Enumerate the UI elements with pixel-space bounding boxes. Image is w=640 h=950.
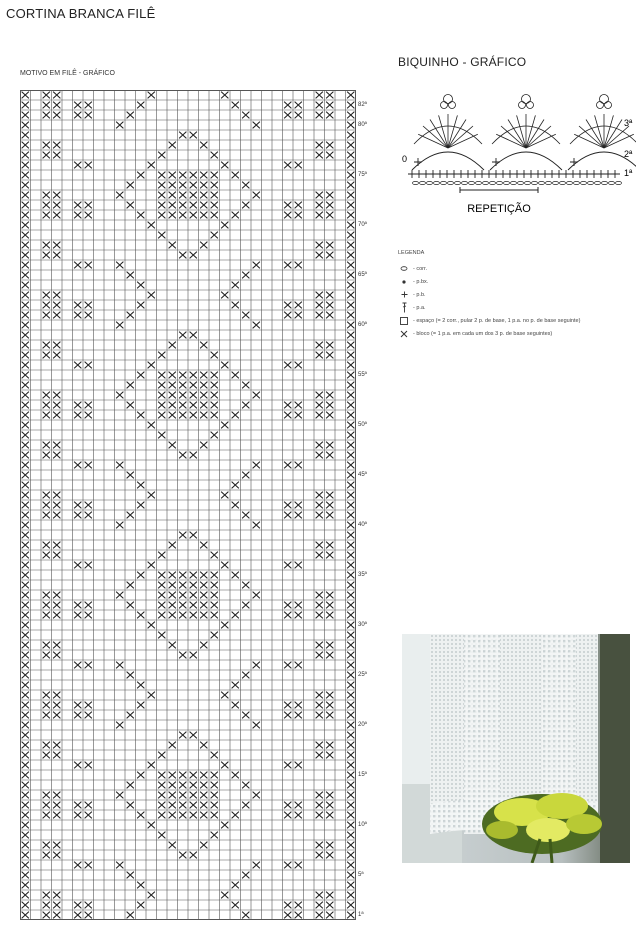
chain-mark xyxy=(420,181,426,184)
chain-mark xyxy=(518,181,524,184)
legend-item xyxy=(398,327,638,340)
row-label: 40ª xyxy=(358,522,367,528)
legend-item xyxy=(398,275,638,288)
legend-item xyxy=(398,314,638,327)
row-label: 75ª xyxy=(358,172,367,178)
picot-row-label-1: 1ª xyxy=(624,168,633,178)
picot-row-label-3: 3ª xyxy=(624,118,633,128)
picot-loop xyxy=(522,95,531,104)
row-label: 5ª xyxy=(358,872,364,878)
chain-mark xyxy=(553,181,559,184)
slip-stitch-icon xyxy=(398,279,410,285)
chain-mark xyxy=(476,181,482,184)
fan-stitch xyxy=(526,126,551,148)
chain-mark xyxy=(532,181,538,184)
arch-stitch xyxy=(492,158,500,166)
row-label: 70ª xyxy=(358,222,367,228)
picot-loop xyxy=(449,102,456,109)
picot-loop xyxy=(527,102,534,109)
chain-mark xyxy=(511,181,517,184)
chain-mark xyxy=(448,181,454,184)
row-label: 65ª xyxy=(358,272,367,278)
picot-loop xyxy=(444,95,453,104)
legend-item-text: - p.a. xyxy=(413,304,426,311)
fan-stitch xyxy=(604,126,629,148)
fan-stitch xyxy=(423,126,448,148)
picot-fans xyxy=(414,95,636,149)
legend xyxy=(398,250,638,340)
row-label: 15ª xyxy=(358,772,367,778)
row-label: 20ª xyxy=(358,722,367,728)
chain-mark xyxy=(546,181,552,184)
fan-stitch xyxy=(448,126,473,148)
fan-stitch xyxy=(595,115,604,148)
legend-item-text: - corr. xyxy=(413,265,428,272)
chain-mark xyxy=(602,181,608,184)
repeat-label: REPETIÇÃO xyxy=(467,203,531,215)
foundation-chain xyxy=(413,181,622,184)
legend-item-text: - espaço (= 2 corr., pular 2 p. de base, 1 p.a. no p. de base seguinte) xyxy=(413,317,581,324)
chain-mark xyxy=(504,181,510,184)
chain-mark xyxy=(497,181,503,184)
legend-item xyxy=(398,301,638,314)
row-label: 30ª xyxy=(358,622,367,628)
picot-edging-diagram xyxy=(398,80,636,230)
filet-motif-chart xyxy=(20,90,356,920)
single-crochet-icon xyxy=(398,291,410,298)
chain-mark xyxy=(595,181,601,184)
row-label: 25ª xyxy=(358,672,367,678)
chain-mark xyxy=(616,181,622,184)
picot-loop xyxy=(600,95,609,104)
row-label: 82ª xyxy=(358,102,367,108)
chain-mark xyxy=(413,181,419,184)
arch-stitch xyxy=(570,158,578,166)
legend-title: LEGENDA xyxy=(398,250,425,256)
legend-item xyxy=(398,262,638,275)
row-label: 10ª xyxy=(358,822,367,828)
legend-item xyxy=(398,288,638,301)
chain-mark xyxy=(588,181,594,184)
fan-stitch xyxy=(448,115,457,148)
picot-loop xyxy=(597,102,604,109)
row-label: 60ª xyxy=(358,322,367,328)
chain-mark xyxy=(427,181,433,184)
picot-loop xyxy=(605,102,612,109)
row-label: 45ª xyxy=(358,472,367,478)
row-label: 80ª xyxy=(358,122,367,128)
filled-block-icon xyxy=(398,330,410,338)
curtain-photo xyxy=(402,634,630,863)
page-title: CORTINA BRANCA FILÊ xyxy=(6,6,156,21)
chain-mark xyxy=(441,181,447,184)
fan-stitch xyxy=(526,115,535,148)
row-label: 35ª xyxy=(358,572,367,578)
fan-stitch xyxy=(604,115,613,148)
row-number-labels xyxy=(358,90,388,920)
legend-item-text: - p.b. xyxy=(413,291,426,298)
filet-grid xyxy=(20,90,356,920)
motif-chart-title: MOTIVO EM FILÊ - GRÁFICO xyxy=(20,70,115,77)
chain-mark xyxy=(483,181,489,184)
chain-mark xyxy=(455,181,461,184)
chain-icon xyxy=(398,266,410,271)
chain-arches xyxy=(412,152,636,170)
row-label: 55ª xyxy=(358,372,367,378)
chain-arch xyxy=(490,152,562,170)
picot-chart-title: BIQUINHO - GRÁFICO xyxy=(398,55,527,69)
chain-mark xyxy=(539,181,545,184)
chain-arch xyxy=(412,152,484,170)
chain-mark xyxy=(462,181,468,184)
fan-stitch xyxy=(579,126,604,148)
open-square-icon xyxy=(398,317,410,325)
chain-mark xyxy=(490,181,496,184)
picot-loop xyxy=(441,102,448,109)
legend-item-text: - bloco (= 1 p.a. em cada um dos 3 p. de base seguintes) xyxy=(413,330,553,337)
chain-mark xyxy=(560,181,566,184)
picot-start-label: 0 xyxy=(402,154,408,164)
chain-mark xyxy=(574,181,580,184)
chain-mark xyxy=(567,181,573,184)
chain-mark xyxy=(609,181,615,184)
picot-row-label-2: 2ª xyxy=(624,149,633,159)
chain-mark xyxy=(434,181,440,184)
fan-stitch xyxy=(439,115,448,148)
chain-mark xyxy=(581,181,587,184)
chain-mark xyxy=(525,181,531,184)
fan-stitch xyxy=(517,115,526,148)
picot-loop xyxy=(519,102,526,109)
row-label: 1ª xyxy=(358,912,364,918)
fan-stitch xyxy=(501,126,526,148)
double-crochet-icon xyxy=(398,302,410,313)
legend-item-text: - p.bx. xyxy=(413,278,429,285)
chain-mark xyxy=(469,181,475,184)
curtain-with-lilies-image xyxy=(402,634,630,863)
arch-stitch xyxy=(414,158,422,166)
row-label: 50ª xyxy=(358,422,367,428)
